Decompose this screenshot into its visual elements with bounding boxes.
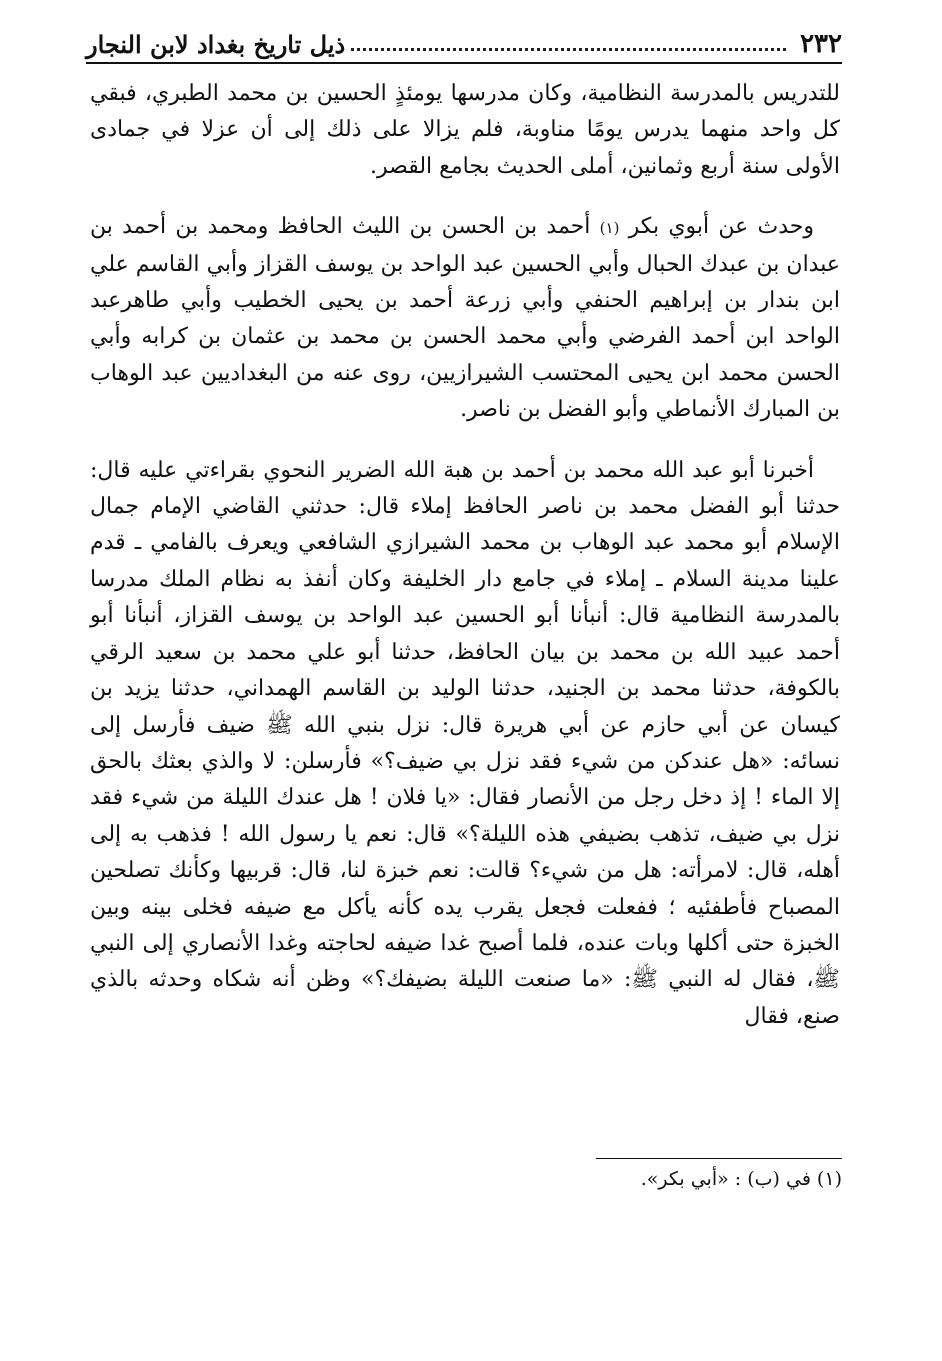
page-number: ٢٣٢ [800, 29, 842, 59]
paragraph-3: أخبرنا أبو عبد الله محمد بن أحمد بن هبة الله الضرير النحوي بقراءتي عليه قال: حدثنا أبو الفضل محمد بن ناصر الحافظ إملاء قال: حدثني القاضي الإمام جمال الإسلام أبو محمد عبد الوهاب بن محمد الشيرازي الشافعي ويعرف بالفامي ـ قدم علينا مدينة السلام ـ إملاء في جامع دار الخليفة وكان أنفذ به نظام الملك مدرسا بالمدرسة النظامية قال: أنبأنا أبو الحسين عبد الواحد بن يوسف القزاز، أنبأنا أبو أحمد عبيد الله بن محمد بن بيان الحافظ، حدثنا أبو علي محمد بن سعيد الرقي بالكوفة، حدثنا محمد بن الجنيد، حدثنا الوليد بن القاسم الهمداني، حدثنا يزيد بن كيسان عن أبي حازم عن أبي هريرة قال: نزل بنبي الله ﷺ ضيف فأرسل إلى نسائه: «هل عندكن من شيء فقد نزل بي ضيف؟» فأرسلن: لا والذي بعثك بالحق إلا الماء ! إذ دخل رجل من الأنصار فقال: «يا فلان ! هل عندك الليلة من شيء فقد نزل بي ضيف، تذهب بضيفي هذه الليلة؟» قال: نعم يا رسول الله ! فذهب به إلى أهله، قال: لامرأته: هل من شيء؟ قالت: نعم خبزة لنا، قال: قربيها وكأنك تصلحين المصباح فأطفئيه ؛ ففعلت فجعل يقرب يده كأنه يأكل مع ضيفه فخلى بينه وبين الخبزة حتى أكلها وبات عنده، فلما أصبح غدا ضيفه لحاجته وغدا الأنصاري إلى النبي ﷺ، فقال له النبي ﷺ: «ما صنعت الليلة بضيفك؟» وظن أنه شكاه وحدثه بالذي صنع، فقال [90, 457, 841, 1029]
running-title: ذيل تاريخ بغداد لابن النجار [86, 29, 346, 59]
footnote-ref-1: (١) [599, 219, 620, 238]
footnote-1: (١) في (ب) : «أبي بكر». [640, 1168, 842, 1190]
paragraph-1: للتدريس بالمدرسة النظامية، وكان مدرسها يومئذٍ الحسين بن محمد الطبري، فبقي كل واحد منهما يدرس يومًا مناوبة، فلم يزالا على ذلك إلى أن عزلا في جمادى الأولى سنة أربع وثمانين، أملى الحديث بجامع القصر. [90, 81, 840, 179]
page-header [86, 26, 842, 64]
paragraph-2 [90, 209, 840, 428]
paragraph-2-text-start: وحدث عن أبوي بكر [619, 214, 815, 240]
page-body [90, 76, 840, 1059]
footnote-separator [596, 1158, 842, 1159]
paragraph-2-text-end: أحمد بن الحسن بن الليث الحافظ ومحمد بن أحمد بن عبدان بن عبدك الحبال وأبي الحسين عبد الواحد بن يوسف القزاز وأبي القاسم علي ابن بندار بن إبراهيم الحنفي وأبي زرعة أحمد بن يحيى الخطيب وأبي طاهرعبد الواحد ابن أحمد الفرضي وأبي محمد الحسن بن محمد بن عثمان بن كرابه وأبي الحسن محمد ابن يحيى المحتسب الشيرازيين، روى عنه من البغداديين عبد الوهاب بن المبارك الأنماطي وأبو الفضل بن ناصر. [90, 214, 840, 423]
header-leader-dots [351, 38, 786, 51]
